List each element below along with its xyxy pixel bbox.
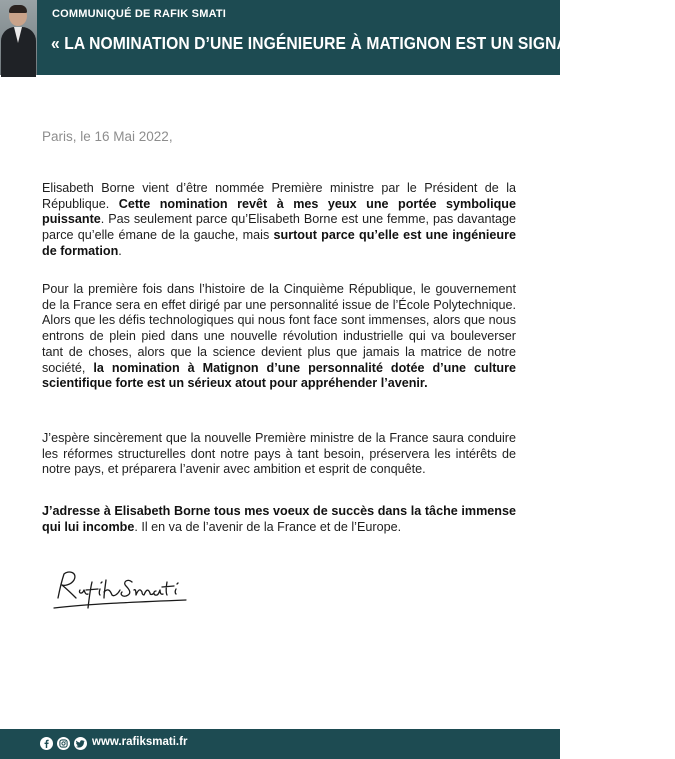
header-kicker: COMMUNIQUÉ DE RAFIK SMATI	[52, 8, 227, 20]
paragraph-1: Elisabeth Borne vient d’être nommée Première ministre par le Président de la République. Cette nomination revêt à mes yeux une portée symbolique puissante. Pas seulement parce qu’Elisabeth Borne est une femme, pas davantage parce qu’elle émane de la gauche, mais surtout parce qu’elle est une ingénieure de formation.	[42, 181, 517, 258]
handwritten-signature	[46, 560, 196, 620]
header-banner	[0, 0, 675, 75]
letter-date: Paris, le 16 Mai 2022,	[42, 129, 173, 144]
website-link[interactable]: www.rafiksmati.fr	[92, 736, 188, 748]
twitter-icon[interactable]	[74, 737, 87, 750]
page-title: « LA NOMINATION D’UNE INGÉNIEURE À MATIGNON EST UN SIGNAL PUISSANT »	[51, 33, 675, 53]
instagram-icon[interactable]	[57, 737, 70, 750]
paragraph-4: J’adresse à Elisabeth Borne tous mes voeux de succès dans la tâche immense qui lui incombe. Il en va de l’avenir de la France et de l’Europe.	[42, 504, 516, 534]
footer-bar	[0, 729, 560, 759]
paragraph-3: J’espère sincèrement que la nouvelle Première ministre de la France saura conduire les réformes structurelles dont notre pays à tant besoin, préservera les intérêts de notre pays, et préparera l’avenir avec ambition et esprit de conquête.	[42, 431, 516, 477]
facebook-icon[interactable]	[40, 737, 53, 750]
author-photo	[0, 0, 37, 75]
paragraph-2: Pour la première fois dans l’histoire de la Cinquième République, le gouvernement de la France sera en effet dirigé par une personnalité issue de l’École Polytechnique. Alors que les défis technologiques qui nous font face sont immenses, alors que nous entrons de plein pied dans une nouvelle révolution industrielle qui va bouleverser tant de choses, alors que la science devient plus que jamais la matrice de notre société, la nomination à Matignon d’une personnalité dotée d’une culture scientifique forte est un sérieux atout pour appréhender l’avenir.	[42, 282, 517, 391]
